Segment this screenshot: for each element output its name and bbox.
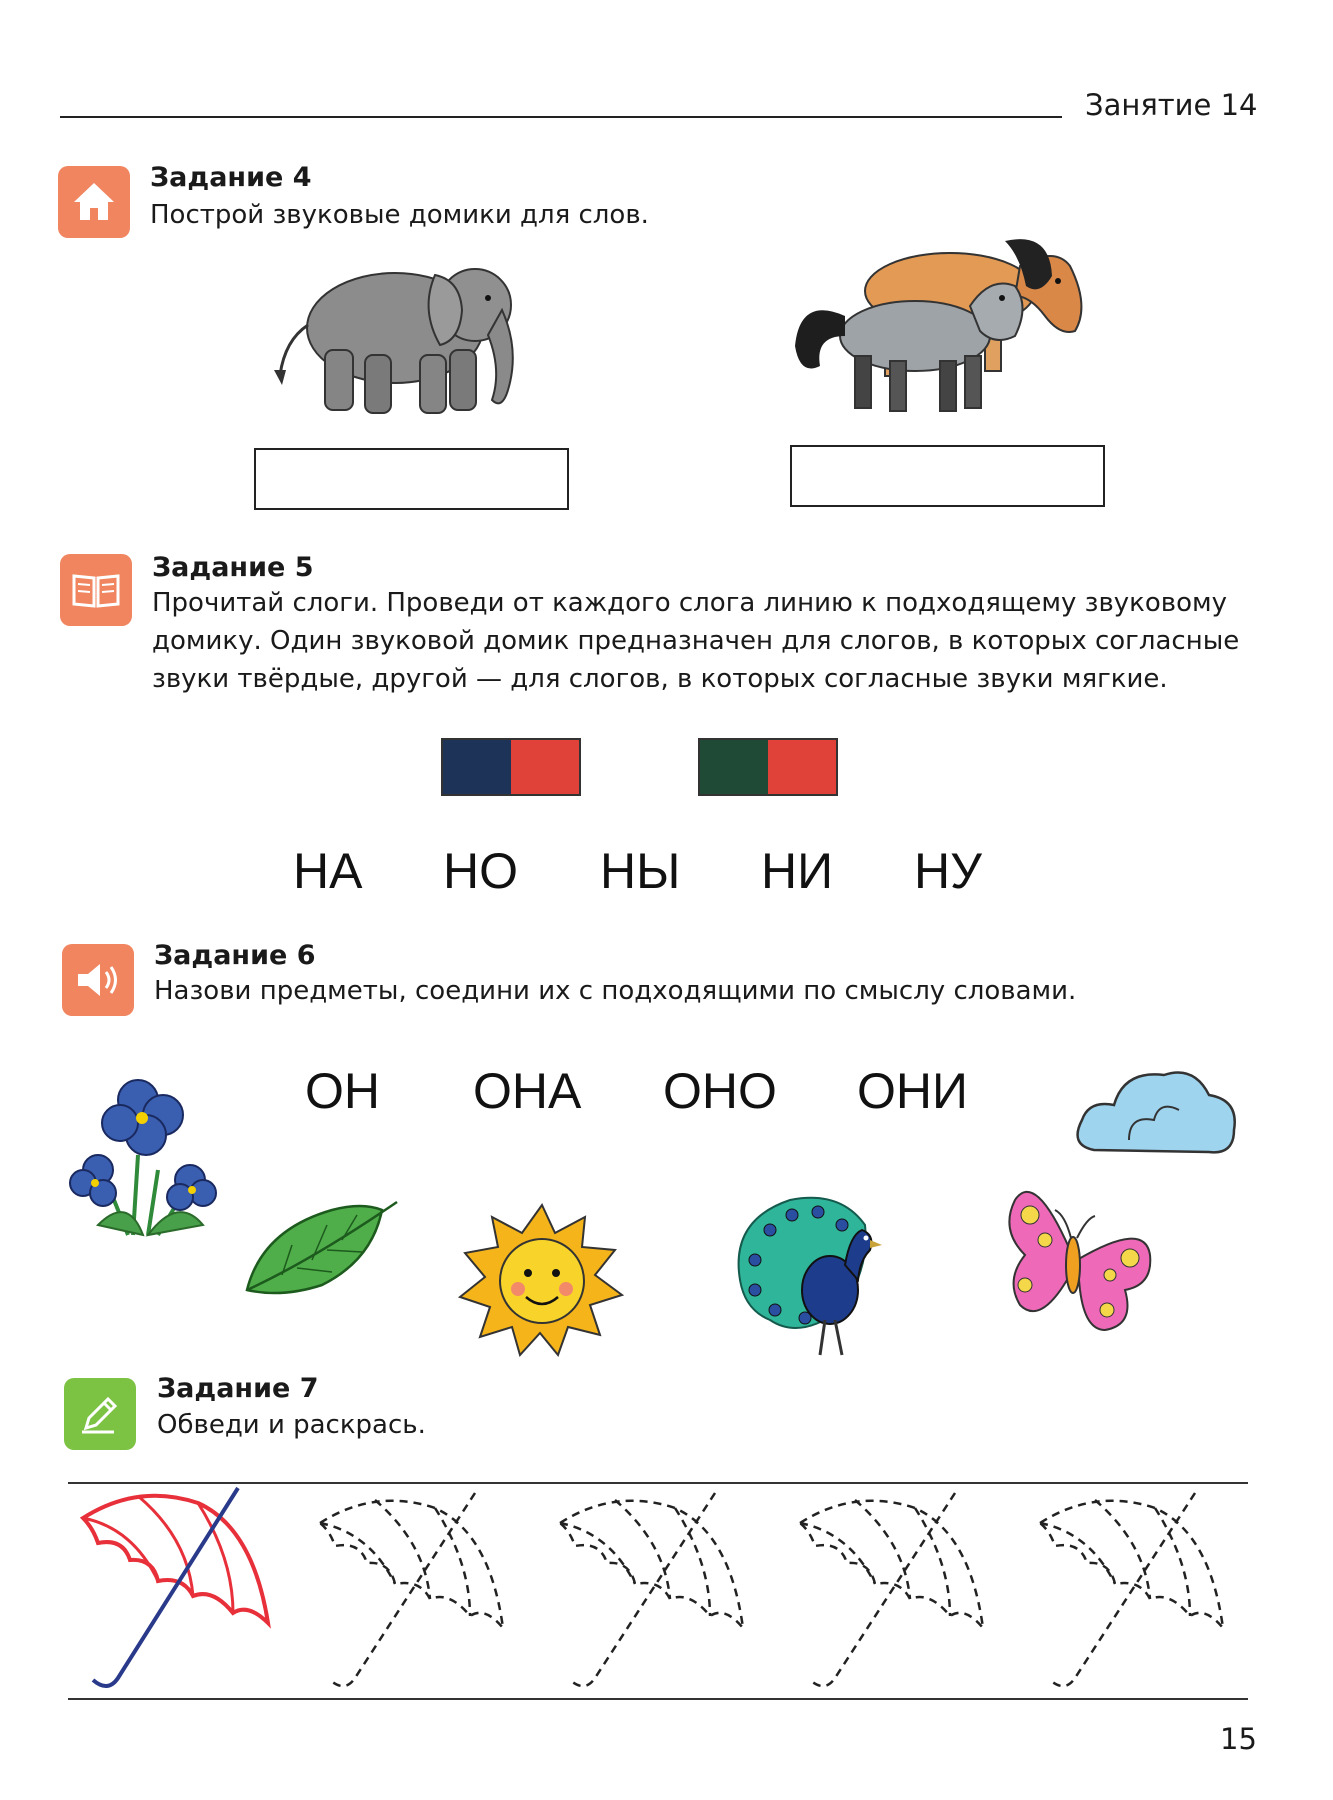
book-icon (60, 554, 132, 626)
lesson-title: Занятие 14 (1085, 88, 1258, 122)
umbrella-dashed[interactable] (1035, 1488, 1245, 1702)
task5-text-line: Прочитай слоги. Проведи от каждого слога линию к подходящему звуковому (152, 588, 1228, 618)
pronoun[interactable]: ОНА (473, 1063, 582, 1119)
leaf-image (242, 1190, 402, 1304)
scheme-cell-right (768, 740, 836, 794)
answer-box-elephant[interactable] (254, 448, 569, 510)
syllable[interactable]: НО (443, 843, 518, 899)
butterfly-image (995, 1180, 1155, 1344)
answer-box-horses[interactable] (790, 445, 1105, 507)
pronoun[interactable]: ОНИ (857, 1063, 968, 1119)
header-rule (60, 116, 1062, 118)
house-icon (58, 166, 130, 238)
task4-text: Построй звуковые домики для слов. (150, 200, 649, 230)
task4-title: Задание 4 (150, 162, 312, 193)
syllable[interactable]: НУ (914, 843, 982, 899)
pronoun[interactable]: ОНО (663, 1063, 777, 1119)
cloud-image (1074, 1060, 1239, 1164)
umbrella-dashed[interactable] (795, 1488, 1005, 1702)
sound-scheme-soft (698, 738, 838, 796)
task5-title: Задание 5 (152, 552, 314, 583)
pencil-icon (64, 1378, 136, 1450)
task6-title: Задание 6 (154, 940, 316, 971)
violet-flower-image (68, 1075, 218, 1244)
ruling-line-top (68, 1482, 1248, 1484)
pronoun[interactable]: ОН (305, 1063, 380, 1119)
task7-text: Обведи и раскрась. (157, 1410, 426, 1440)
task7-title: Задание 7 (157, 1373, 319, 1404)
scheme-cell-left (443, 740, 511, 794)
umbrella-dashed[interactable] (315, 1488, 525, 1702)
umbrella-colored[interactable] (78, 1488, 288, 1702)
task5-text-line: звуки твёрдые, другой — для слогов, в которых согласные звуки мягкие. (152, 664, 1168, 694)
page-number: 15 (1220, 1722, 1257, 1756)
sound-scheme-hard (441, 738, 581, 796)
task5-text-line: домику. Один звуковой домик предназначен для слогов, в которых согласные (152, 626, 1240, 656)
sun-image (460, 1205, 625, 1359)
task5-text (152, 584, 1272, 698)
horses-image (790, 236, 1110, 420)
scheme-cell-right (511, 740, 579, 794)
syllable[interactable]: НИ (761, 843, 834, 899)
speaker-icon (62, 944, 134, 1016)
elephant-image (270, 250, 530, 424)
peacock-image (730, 1190, 895, 1364)
syllable[interactable]: НЫ (600, 843, 681, 899)
task6-text: Назови предметы, соедини их с подходящими по смыслу словами. (154, 976, 1077, 1006)
syllable[interactable]: НА (293, 843, 363, 899)
scheme-cell-left (700, 740, 768, 794)
umbrella-dashed[interactable] (555, 1488, 765, 1702)
